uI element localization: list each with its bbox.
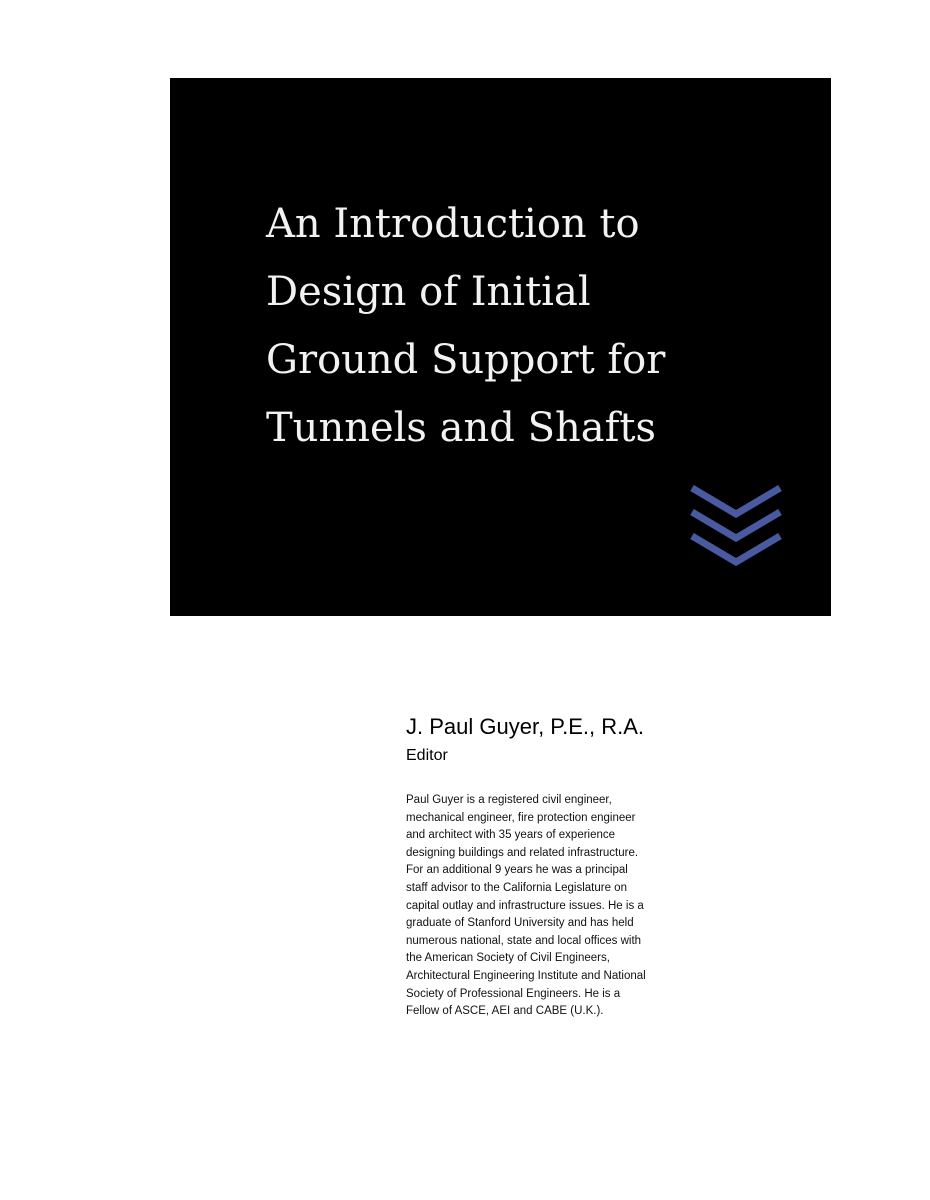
bio-line: staff advisor to the California Legislature on	[406, 881, 627, 894]
bio-line: numerous national, state and local offices with	[406, 934, 642, 947]
bio-line: Architectural Engineering Institute and National	[406, 969, 646, 982]
title-line: Tunnels and Shafts	[266, 405, 657, 451]
bio-line: capital outlay and infrastructure issues. He is a	[406, 899, 644, 912]
bio-line: the American Society of Civil Engineers,	[406, 952, 610, 965]
book-title	[266, 190, 786, 462]
triple-chevron-down-icon	[688, 480, 784, 572]
bio-line: For an additional 9 years he was a principal	[406, 864, 628, 877]
title-line: Ground Support for	[266, 337, 666, 383]
bio-line: mechanical engineer, fire protection engineer	[406, 811, 636, 824]
title-line: Design of Initial	[266, 269, 591, 315]
bio-line: graduate of Stanford University and has held	[406, 917, 634, 930]
bio-line: Fellow of ASCE, AEI and CABE (U.K.).	[406, 1005, 604, 1018]
bio-line: and architect with 35 years of experience	[406, 829, 616, 842]
cover-panel	[170, 78, 831, 616]
author-role: Editor	[406, 747, 448, 764]
title-line: An Introduction to	[266, 201, 640, 247]
bio-line: Society of Professional Engineers. He is a	[406, 987, 621, 1000]
author-bio	[406, 792, 776, 1021]
author-name: J. Paul Guyer, P.E., R.A.	[406, 714, 645, 739]
bio-line: designing buildings and related infrastructure.	[406, 846, 639, 859]
bio-line: Paul Guyer is a registered civil engineer,	[406, 794, 612, 806]
